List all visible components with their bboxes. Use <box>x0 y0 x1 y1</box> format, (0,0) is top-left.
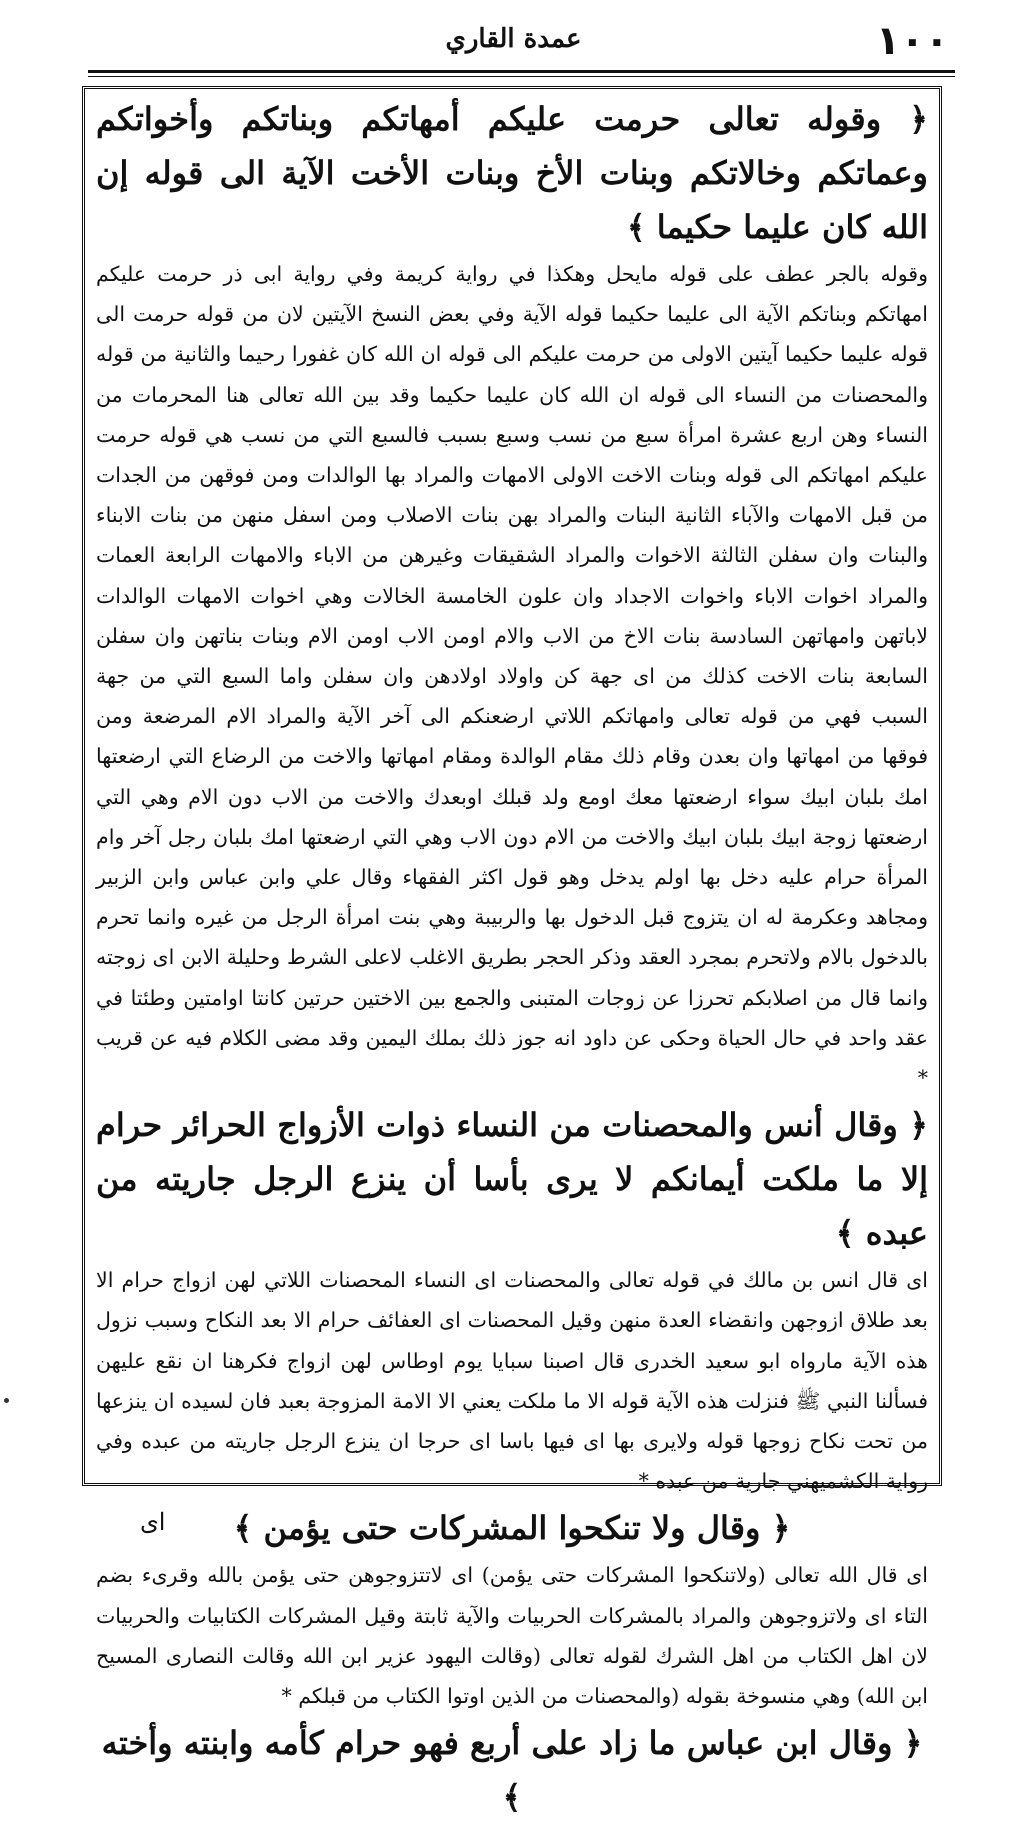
commentary-paragraph-1: وقوله بالجر عطف على قوله مايحل وهكذا في رواية كريمة وفي رواية ابى ذر حرمت عليكم امهاتكم وبناتكم الآية الى عليما حكيما قوله الآية وفي بعض النسخ الآيتين لان من قوله حرمت الى قوله عليما حكيما آيتين الاولى من حرمت عليكم الى قوله ان الله كان غفورا رحيما والثانية من قوله والمحصنات من النساء الى قوله ان الله كان عليما حكيما وقد بين الله تعالى هنا المحرمات من النساء وهن اربع عشرة امرأة سبع من نسب وسبع بسبب فالسبع التي من نسب هي قوله حرمت عليكم امهاتكم الى قوله وبنات الاخت الاولى الامهات والمراد بها الوالدات ومن فوقهن من الجدات من قبل الامهات والآباء الثانية البنات والمراد بهن بنات الاصلاب ومن اسفل منهن من بنات الابناء والبنات وان سفلن الثالثة الاخوات والمراد الشقيقات وغيرهن من الاباء والامهات الرابعة العمات والمراد اخوات الاباء واخوات الاجداد وان علون الخامسة الخالات وهي اخوات الامهات الوالدات لاباتهن وامهاتهن السادسة بنات الاخ من الاب والام اومن الاب اومن الام وبنات بناتهن وان سفلن السابعة بنات الاخت كذلك من اى جهة كن واولاد اولادهن وان سفلن واما السبع التي من جهة السبب فهي من قوله تعالى وامهاتكم اللاتي ارضعنكم الى آخر الآية والمراد الام المرضعة ومن فوقها من امهاتها وان بعدن وقام ذلك مقام الوالدة ومقام امهاتها والاخت من الرضاع التي ارضعتها امك بلبان ابيك سواء ارضعتها معك اومع ولد قبلك اوبعدك والاخت من الاب دون الام وهي التي ارضعتها زوجة ابيك بلبان ابيك والاخت من الام دون الاب وهي التي ارضعتها امك بلبان رجل آخر وام المرأة حرام عليه دخل بها اولم يدخل وهو قول اكثر الفقهاء وقال علي وابن عباس وابن الزبير ومجاهد وعكرمة له ان يتزوج قبل الدخول بها والربيبة وهي بنت امرأة الرجل من غيره وانما تحرم بالدخول بالام ولاتحرم بمجرد العقد وذكر الحجر بطريق الاغلب لاعلى الشرط وحليلة الابن اى زوجته وانما قال من اصلابكم تحرزا عن زوجات المتبنى والجمع بين الاختين حرتين كانتا اوامتين وطئتا في عقد واحد في حال الحياة وحكى عن داود انه جوز ذلك بملك اليمين وقد مضى الكلام فيه عن قريب * <box>96 262 928 1091</box>
text-body <box>96 92 928 1824</box>
page-header <box>70 18 957 68</box>
page-number: ١٠٠ <box>875 18 949 64</box>
commentary-paragraph-3: اى قال الله تعالى (ولاتنكحوا المشركات حتى يؤمن) اى لاتتزوجوهن حتى يؤمن بالله وقرىء بضم التاء اى ولاتزوجوهن والمراد بالمشركات الحربيات والآية ثابتة وقيل المشركات الكتابيات والحربيات لان اهل الكتاب من اهل الشرك لقوله تعالى (وقالت اليهود عزير ابن الله وقالت النصارى المسيح ابن الله) وهي منسوخة بقوله (والمحصنات من الذين اوتوا الكتاب من قبلكم * <box>96 1563 928 1709</box>
catchword: اى <box>140 1508 166 1536</box>
quote-heading-anas: ﴿ وقال أنس والمحصنات من النساء ذوات الأزواج الحرائر حرام إلا ما ملكت أيمانكم لا يرى بأسا أن ينزع الرجل جاريته من عبده ﴾ <box>96 1106 929 1253</box>
header-rule <box>88 70 955 73</box>
commentary-paragraph-2: اى قال انس بن مالك في قوله تعالى والمحصنات اى النساء المحصنات اللاتي لهن ازواج حرام الا بعد طلاق ازوجهن وانقضاء العدة منهن وقيل المحصنات اى العفائف حرام الا بعد النكاح وسبب نزول هذه الآية مارواه ابو سعيد الخدرى قال اصبنا سبايا يوم اوطاس لهن ازواج فكرهنا ان نقع عليهن فسألنا النبي ﷺ فنزلت هذه الآية قوله الا ما ملكت يعني الا الامة المزوجة بعبد فان لسيده ان ينزعها من تحت نكاح زوجها قوله ولايرى بها اى فيها باسا اى حرجا ان ينزع الرجل جاريته من عبده وفي رواية الكشميهني جارية من عبده * <box>96 1268 928 1494</box>
quote-heading-ibn-abbas: ﴿ وقال ابن عباس ما زاد على أربع فهو حرام كأمه وابنته وأخته ﴾ <box>101 1724 923 1817</box>
quran-heading-2: ﴿ وقال ولا تنكحوا المشركات حتى يؤمن ﴾ <box>233 1509 791 1548</box>
quran-heading-1: ﴿ وقوله تعالى حرمت عليكم أمهاتكم وبناتكم وأخواتكم وعماتكم وخالاتكم وبنات الأخ وبنات الأخت الآية الى قوله إن الله كان عليما حكيما ﴾ <box>96 100 928 246</box>
scan-mark <box>4 1398 9 1403</box>
header-rule-thin <box>88 76 955 77</box>
running-title: عمدة القاري <box>445 24 582 54</box>
